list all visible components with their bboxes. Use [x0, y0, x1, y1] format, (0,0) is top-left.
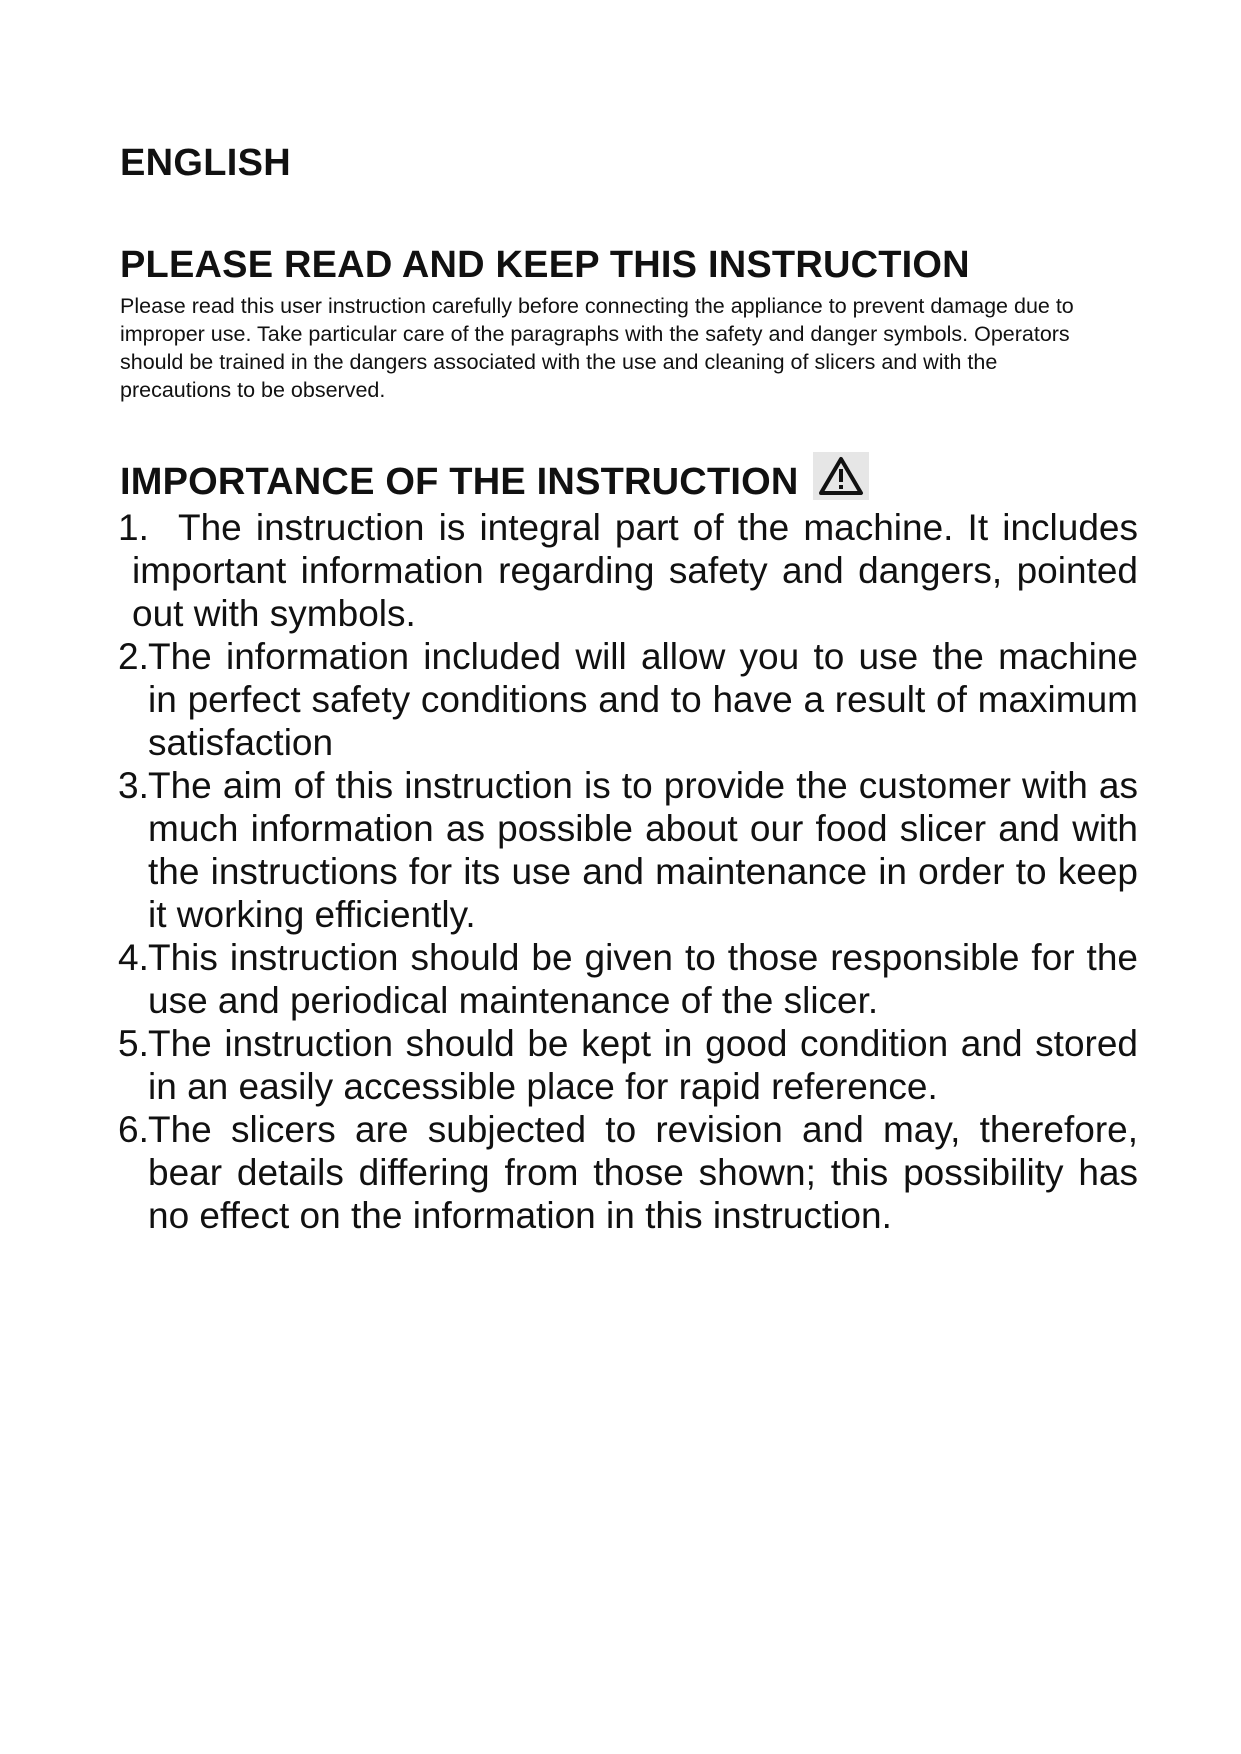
importance-item-6 [118, 1108, 1138, 1237]
importance-section-title: IMPORTANCE OF THE INSTRUCTION [120, 461, 799, 503]
importance-item-3 [118, 764, 1138, 936]
item-number: 3. [118, 765, 149, 806]
item-text: The slicers are subjected to revision and may, therefore, bear details differing from those shown; this possibility has no effect on the information in this instruction. [148, 1109, 1138, 1236]
warning-triangle-icon [813, 452, 869, 500]
item-text: The instruction is integral part of the machine. It includes important information regarding safety and dangers, pointed out with symbols. [132, 507, 1138, 634]
importance-item-5 [118, 1022, 1138, 1108]
item-number: 1. [118, 507, 149, 548]
importance-item-1 [118, 506, 1138, 635]
item-text: The information included will allow you to use the machine in perfect safety conditions and to have a result of maximum satisfaction [148, 636, 1138, 763]
item-number: 5. [118, 1023, 149, 1064]
read-section-title: PLEASE READ AND KEEP THIS INSTRUCTION [120, 244, 970, 286]
importance-section-heading [120, 452, 869, 504]
read-section-body: Please read this user instruction carefully before connecting the appliance to prevent damage due to improper use. Take particular care of the paragraphs with the safety and danger symbols. Operators should be trained in the dangers associated with the use and cleaning of slicers and with the precautions to be observed. [120, 294, 1074, 402]
importance-list [118, 506, 1138, 1237]
item-number: 2. [118, 636, 149, 677]
importance-item-2 [118, 635, 1138, 764]
item-number: 4. [118, 937, 149, 978]
item-text: This instruction should be given to those responsible for the use and periodical maintenance of the slicer. [148, 937, 1138, 1021]
language-heading: ENGLISH [120, 142, 292, 184]
importance-item-4 [118, 936, 1138, 1022]
item-number: 6. [118, 1109, 149, 1150]
item-text: The aim of this instruction is to provide the customer with as much information as possible about our food slicer and with the instructions for its use and maintenance in order to keep it working efficiently. [148, 765, 1138, 935]
item-text: The instruction should be kept in good condition and stored in an easily accessible place for rapid reference. [148, 1023, 1138, 1107]
